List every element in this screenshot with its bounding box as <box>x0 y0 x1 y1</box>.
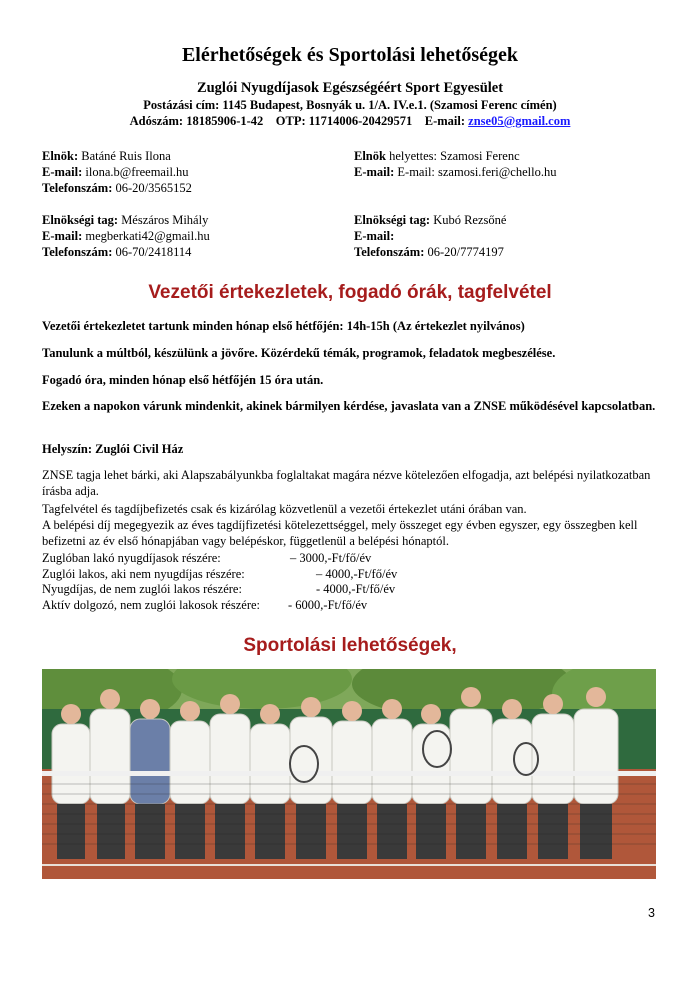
contact-tag2 <box>354 212 506 260</box>
contact-phone: 06-20/3565152 <box>115 181 192 195</box>
membership-paragraph-1: ZNSE tagja lehet bárki, aki Alapszabályunkba foglaltakat magára nézve kötelezően elfogadja, azt belépési nyilatkozatban írásba adja. <box>42 468 651 498</box>
email-label: E-mail: <box>42 165 83 179</box>
contact-email: ilona.b@freemail.hu <box>85 165 189 179</box>
fee-amount: - 4000,-Ft/fő/év <box>316 582 396 596</box>
contact-tag1 <box>42 212 210 260</box>
meetings-paragraph-4: Ezeken a napokon várunk mindenkit, akinek bármilyen kérdése, javaslata van a ZNSE működésével kapcsolatban. <box>42 399 656 413</box>
group-photo <box>42 669 656 879</box>
fee-who: Nyugdíjas, de nem zuglói lakos részére: <box>42 582 242 596</box>
role-label: Elnök: <box>42 149 79 163</box>
contact-name: Kubó Rezsőné <box>433 213 507 227</box>
fee-amount: - 6000,-Ft/fő/év <box>288 597 368 612</box>
fee-who: Zuglói lakos, aki nem nyugdíjas részére: <box>42 566 245 581</box>
meetings-paragraph-3: Fogadó óra, minden hónap első hétfőjén 15 óra után. <box>42 373 324 387</box>
contact-helyettes <box>354 148 556 180</box>
membership-paragraph-3: A belépési díj megegyezik az éves tagdíjfizetési kötelezettséggel, mely összeget egy évben egyszer, egy összegben kell befizetni az év első hónapjában vagy belépéskor, függetlenül a belépési hónaptól. <box>42 518 638 548</box>
contact-email: megberkati42@gmail.hu <box>85 229 210 243</box>
contact-email: E-mail: szamosi.feri@chello.hu <box>397 165 557 179</box>
contact-name: Mészáros Mihály <box>121 213 209 227</box>
org-email-label: E-mail: <box>424 114 466 128</box>
organization-name: Zuglói Nyugdíjasok Egészségéért Sport Egyesület <box>196 80 504 96</box>
fee-amount: – 3000,-Ft/fő/év <box>290 551 372 565</box>
meetings-paragraph-2: Tanulunk a múltból, készülünk a jövőre. Közérdekű témák, programok, feladatok megbeszélése. <box>42 346 556 360</box>
otp-account: OTP: 11714006-20429571 <box>275 114 413 128</box>
sport-heading: Sportolási lehetőségek, <box>243 635 457 656</box>
role-label: Elnökségi tag: <box>354 213 431 227</box>
meetings-location: Helyszín: Zuglói Civil Ház <box>42 442 184 456</box>
postal-address: Postázási cím: 1145 Budapest, Bosnyák u. 1/A. IV.e.1. (Szamosi Ferenc címén) <box>143 98 557 112</box>
email-label: E-mail: <box>42 229 83 243</box>
tax-number: Adószám: 18185906-1-42 <box>129 114 264 128</box>
contact-name: Batáné Ruis Ilona <box>81 149 171 163</box>
meetings-paragraph-1: Vezetői értekezletet tartunk minden hónap első hétfőjén: 14h-15h (Az értekezlet nyilvános) <box>42 319 525 333</box>
page-title: Elérhetőségek és Sportolási lehetőségek <box>181 44 519 66</box>
role-label: Elnökségi tag: <box>42 213 119 227</box>
contact-phone: 06-20/7774197 <box>427 245 504 259</box>
contact-role-name: helyettes: Szamosi Ferenc <box>389 149 520 163</box>
role-label: Elnök <box>354 149 386 163</box>
fee-who: Zuglóban lakó nyugdíjasok részére: <box>42 551 221 565</box>
page-number: 3 <box>648 906 655 920</box>
meetings-heading: Vezetői értekezletek, fogadó órák, tagfelvétel <box>148 282 552 303</box>
email-label: E-mail: <box>354 229 395 243</box>
identifiers-line <box>0 114 700 129</box>
fee-amount: – 4000,-Ft/fő/év <box>316 566 398 581</box>
membership-paragraph-2: Tagfelvétel és tagdíjbefizetés csak és kizárólag közvetlenül a vezetői értekezlet utáni órában van. <box>42 502 527 516</box>
contact-phone: 06-70/2418114 <box>115 245 192 259</box>
org-email-link[interactable]: znse05@gmail.com <box>468 114 571 128</box>
phone-label: Telefonszám: <box>42 245 113 259</box>
fee-who: Aktív dolgozó, nem zuglói lakosok részére: <box>42 597 260 612</box>
phone-label: Telefonszám: <box>42 181 113 195</box>
contact-elnok <box>42 148 192 196</box>
phone-label: Telefonszám: <box>354 245 425 259</box>
email-label: E-mail: <box>354 165 395 179</box>
